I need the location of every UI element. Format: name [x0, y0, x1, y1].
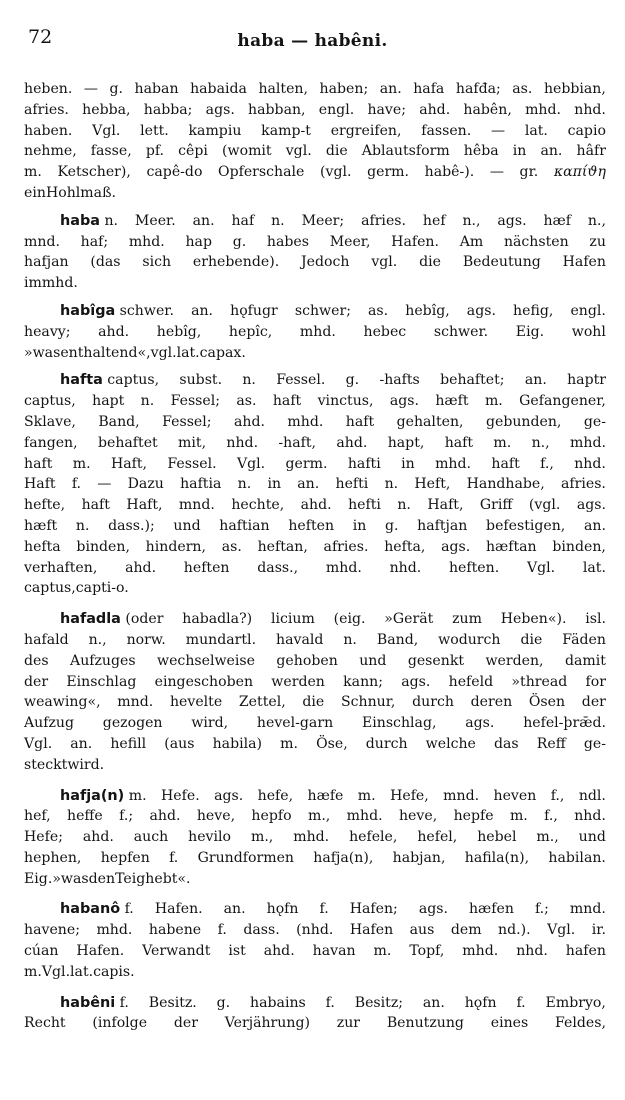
text-line: steckt wird.: [24, 756, 105, 773]
text-line: heavy; ahd. hebîg, hepîc, mhd. hebec schwer. Eig. wohl: [24, 323, 606, 340]
headword: hafadla: [60, 611, 121, 628]
running-title: haba — habêni.: [237, 31, 388, 51]
text-line: hephen, hepfen f. Grundformen hafja(n), habjan, hafila(n), habilan.: [24, 849, 606, 866]
page-body: [24, 79, 606, 1034]
text-line: des Aufzuges wechselweise gehoben und gesenkt werden, damit: [24, 652, 606, 669]
dictionary-entry: [24, 301, 606, 363]
text-line: hafadla (oder habadla?) licium (eig. »Gerät zum Heben«). isl.: [24, 609, 606, 630]
text-line: weawing«, mnd. hevelte Zettel, die Schnur, durch deren Ösen der: [24, 694, 606, 711]
text-line: hafja(n) m. Hefe. ags. hefe, hæfe m. Hefe, mnd. heven f., ndl.: [24, 786, 606, 807]
headword-group: hafadla (oder: [60, 611, 164, 628]
headword: habêni: [60, 994, 116, 1011]
headword: haba: [60, 212, 100, 229]
text-line: haba n. Meer. an. haf n. Meer; afries. hef n., ags. hæf n.,: [24, 211, 606, 232]
text-line: haben. Vgl. lett. kampiu kamp-t ergreifen, fassen. — lat. capio: [24, 122, 606, 139]
text-line: Haft f. — Dazu haftia n. in an. hefti n. Heft, Handhabe, afries.: [24, 476, 606, 493]
text-line: heben. — g. haban habaida halten, haben; an. hafa hafđa; as. hebbian,: [24, 81, 606, 97]
text-line: afries. hebba, habba; ags. habban, engl. have; ahd. habên, mhd. nhd.: [24, 101, 606, 118]
continuation-entry: [24, 79, 606, 204]
headword: hafta: [60, 372, 103, 389]
headword-group: habêni f.: [60, 994, 129, 1011]
headword: habîga: [60, 302, 116, 319]
dictionary-entry: [24, 786, 606, 890]
dictionary-entry: [24, 370, 606, 599]
dictionary-entry: [24, 211, 606, 294]
dictionary-entry: [24, 993, 606, 1035]
text-line: hafald n., norw. mundartl. havald n. Band, wodurch die Fäden: [24, 631, 606, 648]
text-line: captus, hapt n. Fessel; as. haft vinctus, ags. hæft m. Gefangener,: [24, 393, 606, 410]
text-line: der Einschlag eingeschoben werden kann; ags. hefeld »thread for: [24, 673, 606, 690]
text-line: hefte, haft Haft, mnd. hechte, ahd. hefti n. Haft, Griff (vgl. ags.: [24, 497, 606, 514]
text-line: havene; mhd. habene f. dass. (nhd. Hafen aus dem nd.). Vgl. ir.: [24, 922, 606, 939]
headword-group: hafta captus,: [60, 372, 160, 389]
text-line: Vgl. an. hefill (aus habila) m. Öse, durch welche das Reff ge-: [24, 735, 606, 752]
text-line: fangen, behaftet mit, nhd. -haft, ahd. hapt, haft m. n., mhd.: [24, 434, 606, 451]
text-line: hæft n. dass.); und haftian heften in g. haftjan befestigen, an.: [24, 517, 606, 534]
headword: hafja(n): [60, 787, 125, 804]
entries: [24, 211, 606, 1034]
text-line: Eig. »was den Teig hebt«.: [24, 870, 191, 887]
text-line: hafta captus, subst. n. Fessel. g. -hafts behaftet; an. haptr: [24, 370, 606, 391]
text-line: Aufzug gezogen wird, hevel-garn Einschlag, ags. hefel-þrǣd.: [24, 715, 606, 732]
text-line: nehme, fasse, pf. cêpi (womit vgl. die Ablautsform hêba in an. hâfr: [24, 143, 606, 160]
text-line: habêni f. Besitz. g. habains f. Besitz; an. hǫfn f. Embryo,: [24, 993, 606, 1014]
text-line: habîga schwer. an. hǫfugr schwer; as. hebîg, ags. hefig, engl.: [24, 301, 606, 322]
text-line: hefta binden, hindern, as. heftan, afries. hefta, ags. hæftan binden,: [24, 538, 606, 555]
text-line: Sklave, Band, Fessel; ahd. mhd. haft gehalten, gebunden, ge-: [24, 413, 606, 430]
headword-group: haba n.: [60, 212, 119, 229]
page-header: [0, 0, 625, 60]
text-line: captus, capti-o.: [24, 580, 129, 597]
text-line: m. Ketscher), capê-do Opferschale (vgl. germ. habê-). — gr. καπίϑη: [24, 164, 606, 181]
page-number: 72: [28, 26, 53, 48]
text-line: verhaften, ahd. heften dass., mhd. nhd. heften. Vgl. lat.: [24, 559, 606, 576]
text-line: habanô f. Hafen. an. hǫfn f. Hafen; ags. hæfen f.; mnd.: [24, 899, 606, 920]
text-line: haft m. Haft, Fessel. Vgl. germ. hafti in mhd. haft f., nhd.: [24, 455, 606, 472]
text-line: m. Vgl. lat. capis.: [24, 963, 135, 980]
headword-group: hafja(n) m.: [60, 787, 147, 804]
text-line: im mhd.: [24, 275, 78, 292]
text-line: Recht (infolge der Verjährung) zur Benutzung eines Feldes,: [24, 1015, 606, 1032]
text-line: hef, heffe f.; ahd. heve, hepfo m., mhd. heve, hepfe m. f., nhd.: [24, 808, 606, 825]
headword-group: habîga schwer.: [60, 302, 174, 319]
text-line: ein Hohlmaß.: [24, 184, 116, 201]
text-line: hafjan (das sich erhebende). Jedoch vgl. die Bedeutung Hafen: [24, 254, 606, 271]
text-line: cúan Hafen. Verwandt ist ahd. havan m. Topf, mhd. nhd. hafen: [24, 943, 606, 960]
dictionary-entry: [24, 609, 606, 775]
headword: habanô: [60, 901, 121, 918]
dictionary-entry: [24, 899, 606, 982]
text-line: Hefe; ahd. auch hevilo m., mhd. hefele, hefel, hebel m., und: [24, 829, 606, 846]
text-line: mnd. haf; mhd. hap g. habes Meer, Hafen. Am nächsten zu: [24, 233, 606, 250]
headword-group: habanô f.: [60, 901, 134, 918]
text-line: »was enthaltend«, vgl. lat. capax.: [24, 344, 246, 361]
